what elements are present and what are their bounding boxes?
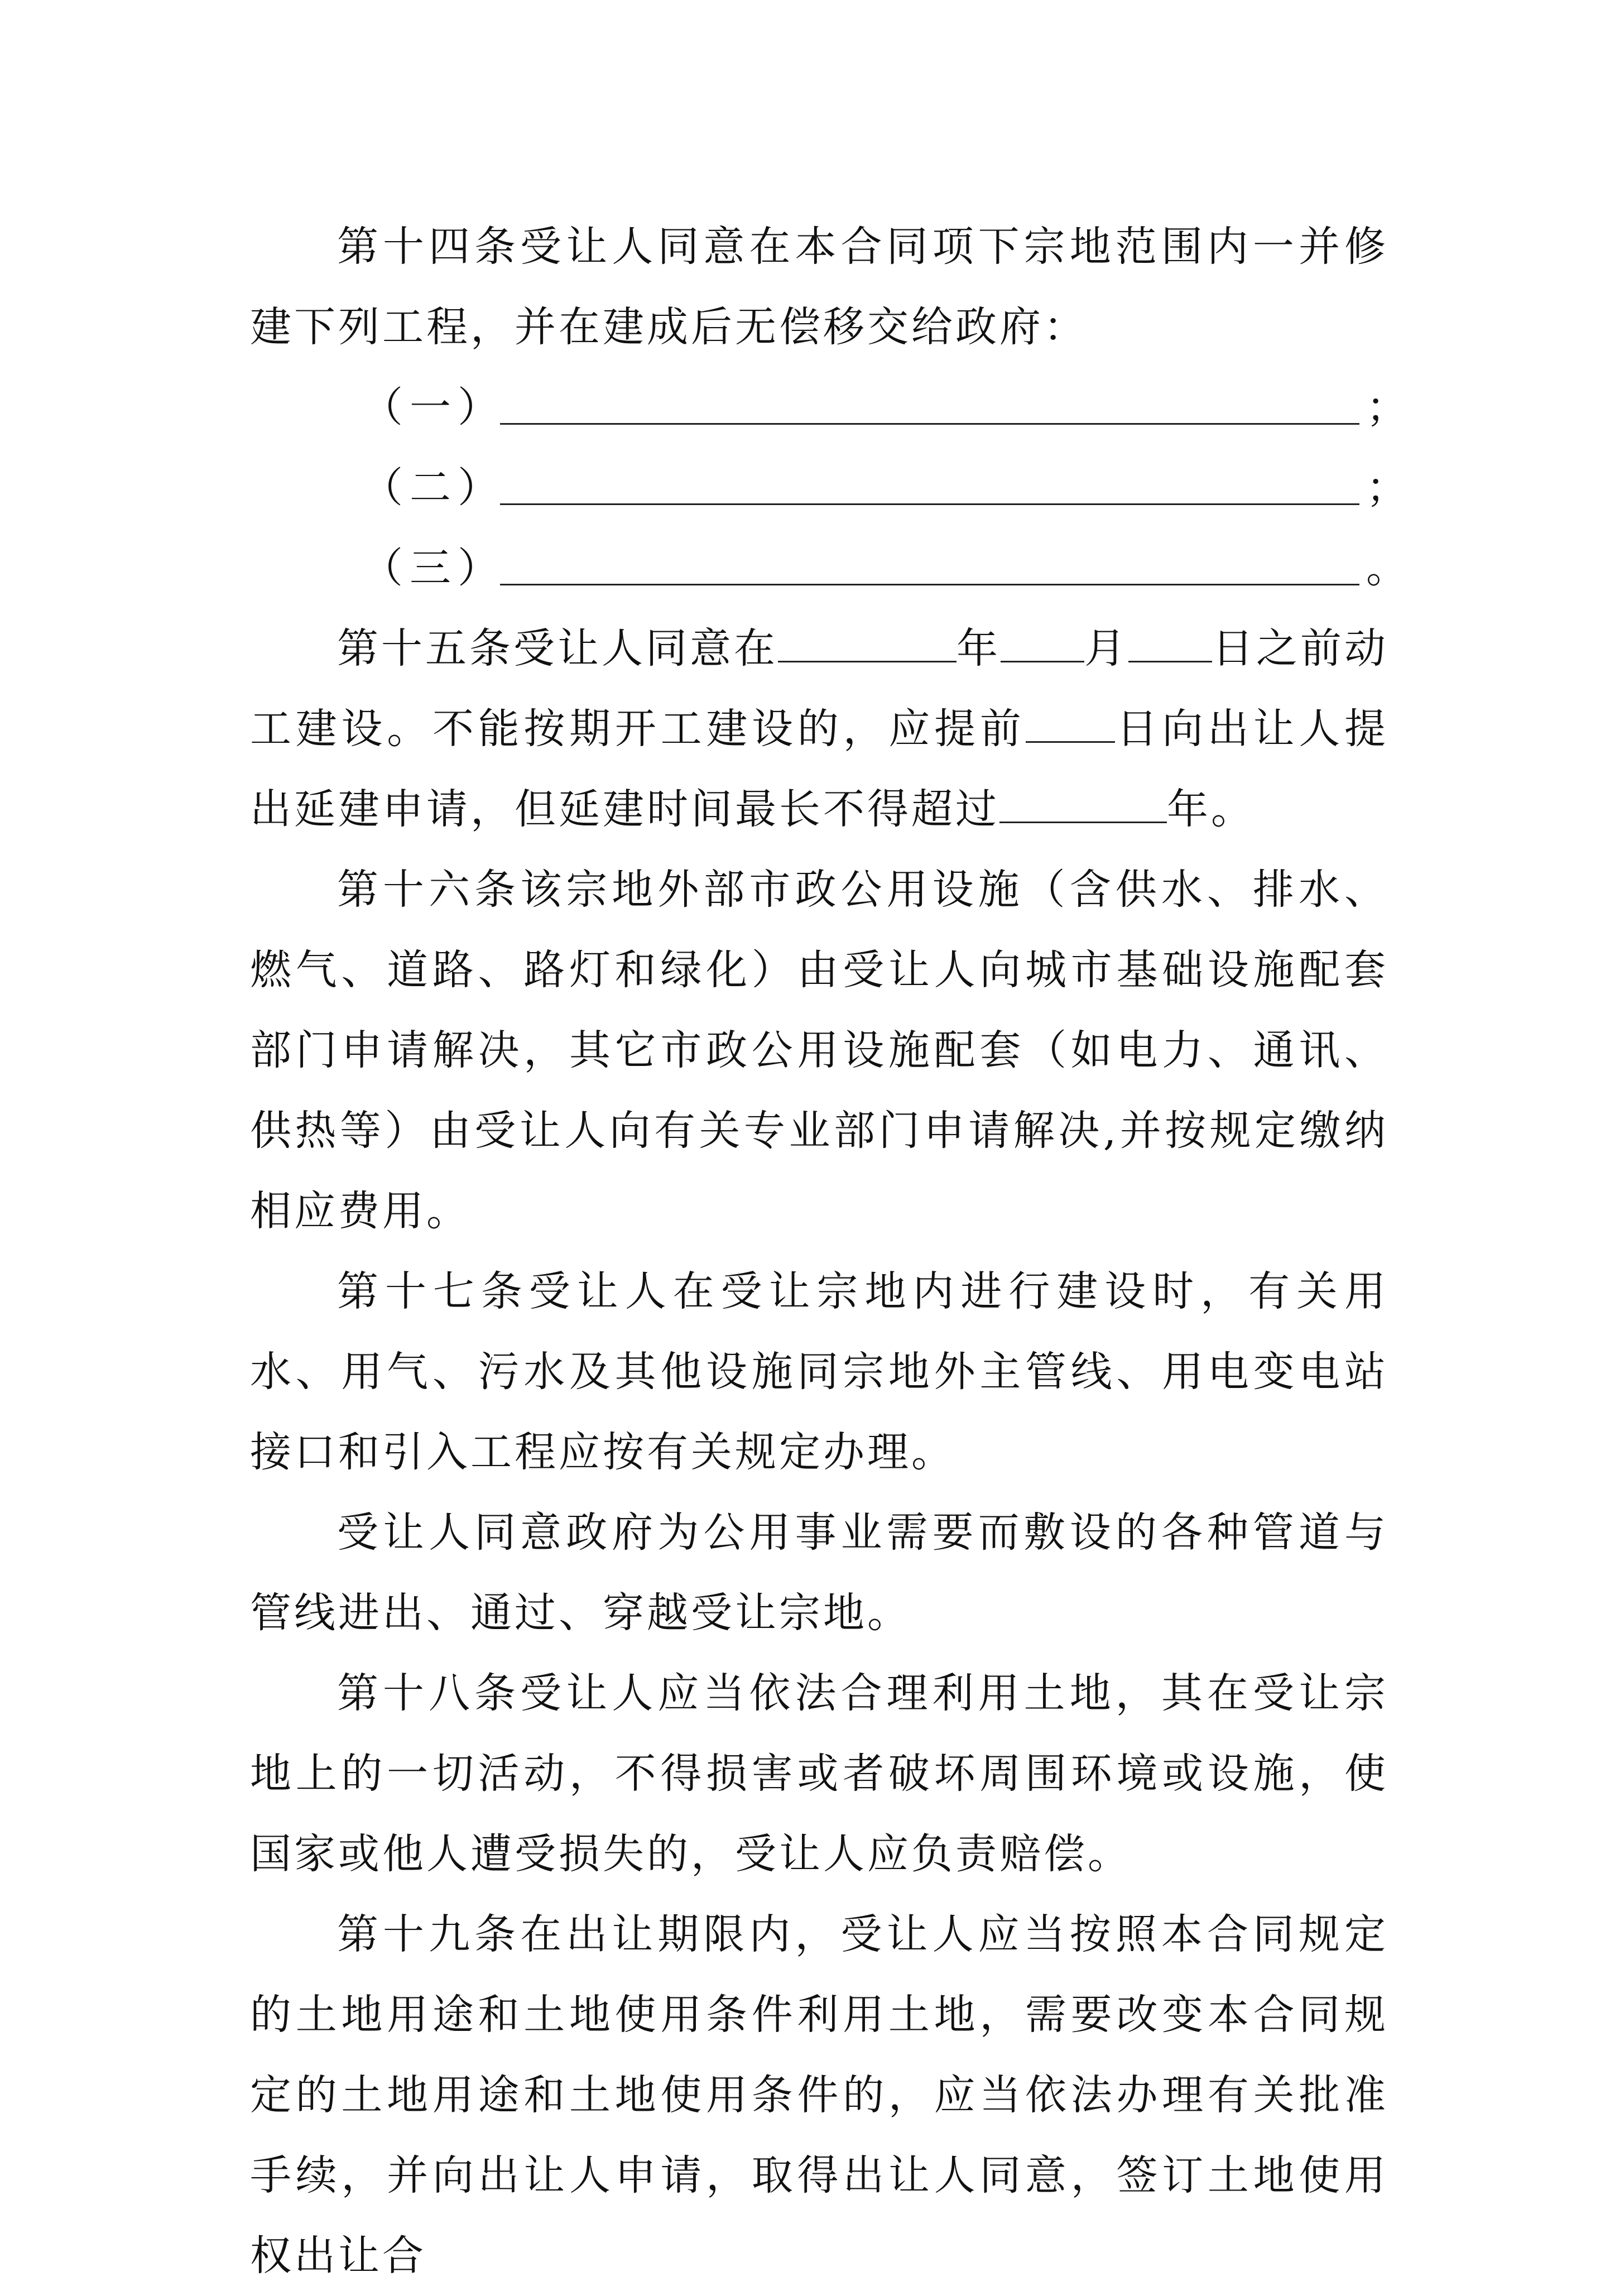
blank-item-3 [250,528,1407,608]
blank-max-years [999,782,1167,823]
blank-day [1128,622,1212,662]
item-punctuation: ； [1366,383,1407,431]
blank-days [1026,702,1115,743]
article-15 [250,608,1388,849]
article-17-supplement: 受让人同意政府为公用事业需要而敷设的各种管道与管线进出、通过、穿越受让宗地。 [250,1509,1388,1637]
article-15-part: 第十五条受让人同意在 [337,625,778,673]
item-punctuation: ； [1366,464,1407,512]
item-number: （二） [362,464,506,512]
article-17: 第十七条受让人在受让宗地内进行建设时，有关用水、用气、污水及其他设施同宗地外主管线、用电变电站接口和引入工程应按有关规定办理。 [250,1267,1388,1476]
article-19: 第十九条在出让期限内，受让人应当按照本合同规定的土地用途和土地使用条件利用土地，需要改变本合同规定的土地用途和土地使用条件的，应当依法办理有关批准手续，并向出让人申请，取得出让人同意，签订土地使用权出让合 [250,1910,1388,2280]
blank-month [1001,622,1084,662]
item-number: （三） [362,544,506,592]
item-punctuation: 。 [1366,544,1407,592]
article-14: 第十四条受让人同意在本合同项下宗地范围内一并修建下列工程，并在建成后无偿移交给政府： [250,223,1388,351]
article-15-part: 年。 [1167,785,1255,833]
blank-year [778,622,956,662]
article-15-part: 年 [956,625,1001,673]
document-body [250,206,1407,2296]
item-number: （一） [362,383,506,431]
article-15-part: 日之前动工建设。不能按期开工建设的，应提前 [250,625,1388,753]
article-15-part: 日向出让人提出延建申请，但延建时间最长不得超过 [250,705,1389,833]
blank-item-1 [250,367,1407,448]
blank-line [500,423,1359,425]
blank-line [500,503,1359,505]
article-18: 第十八条受让人应当依法合理利用土地，其在受让宗地上的一切活动，不得损害或者破坏周围环境或设施，使国家或他人遭受损失的，受让人应负责赔偿。 [250,1669,1388,1878]
blank-item-2 [250,448,1407,528]
article-15-part: 月 [1084,625,1128,673]
blank-line [500,584,1359,585]
article-16: 第十六条该宗地外部市政公用设施（含供水、排水、燃气、道路、路灯和绿化）由受让人向城市基础设施配套部门申请解决，其它市政公用设施配套（如电力、通讯、供热等）由受让人向有关专业部门申请解决,并按规定缴纳相应费用。 [250,866,1388,1235]
